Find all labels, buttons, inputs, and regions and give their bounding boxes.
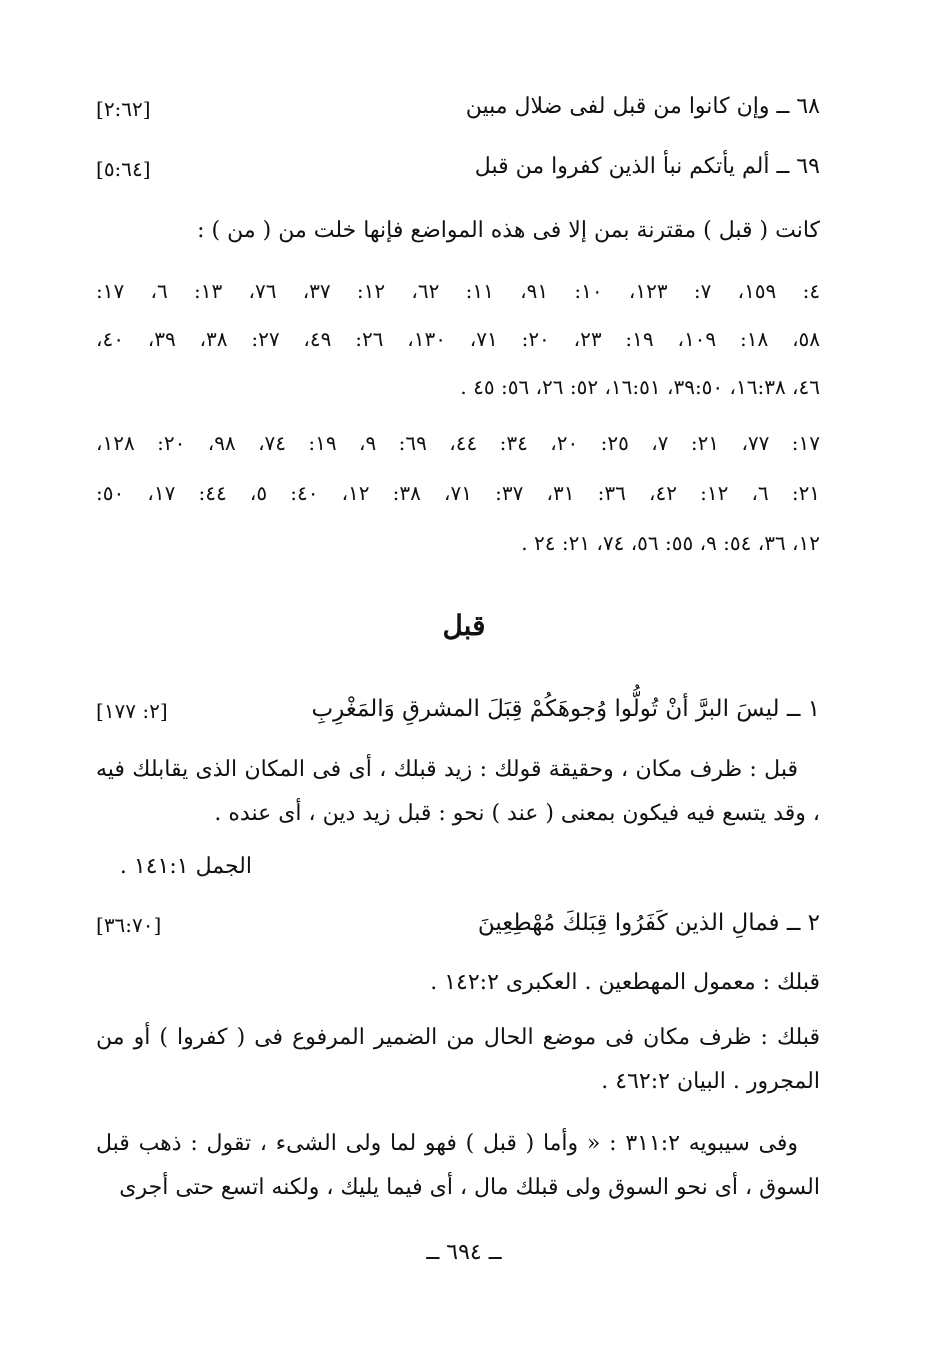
section-heading: قبل (442, 609, 486, 642)
numbers-line: ٥٨، ١٨: ١٠٩، ١٩: ٢٣، ٢٠: ٧١، ١٣٠، ٢٦: ٤٩، ٢٧: ٣٨، ٣٩، ٤٠، (96, 327, 821, 351)
entry-68-reference: [٢:٦٢] (96, 97, 151, 121)
entry-1-commentary: قبل : ظرف مكان ، وحقيقة قولك : زيد قبلك ، أى فى المكان الذى يقابلك فيه ، وقد يتسع فيه فيكون بمعنى ( عند ) نحو : قبل زيد دين ، أى عنده . (96, 757, 820, 826)
numbers-line: ٢١: ٦، ١٢: ٤٢، ٣٦: ٣١، ٣٧: ٧١، ٣٨: ١٢، ٤٠: ٥، ٤٤: ١٧، ٥٠: (96, 481, 821, 505)
final-paragraph: وفى سيبويه ٣١١:٢ : « وأما ( قبل ) فهو لما ولى الشىء ، تقول : ذهب قبل السوق ، أى نحو السوق ولى قبلك مال ، أى فيما يليك ، ولكنه اتسع حتى أجرى (96, 1131, 820, 1200)
entry-69-text: ٦٩ ــ ألم يأتكم نبأ الذين كفروا من قبل (474, 154, 820, 179)
entry-69-reference: [٥:٦٤] (96, 157, 151, 181)
entry-1-reference: [٢: ١٧٧] (96, 699, 168, 723)
entry-2-note-2: قبلك : ظرف مكان فى موضع الحال من الضمير المرفوع فى ( كفروا ) أو من المجرور . البيان ٤٦٢:٢ . (96, 1025, 820, 1094)
entry-1-source: الجمل ١٤١:١ . (119, 854, 252, 879)
numbers-line: ٤: ١٥٩، ٧: ١٢٣، ١٠: ٩١، ١١: ٦٢، ١٢: ٣٧، ٧٦، ١٣: ٦، ١٧: (96, 279, 821, 303)
entry-68-text: ٦٨ ــ وإن كانوا من قبل لفى ضلال مبين (465, 94, 820, 119)
numbers-line: ١٧: ٧٧، ٢١: ٧، ٢٥: ٢٠، ٣٤: ٤٤، ٦٩: ٩، ١٩: ٧٤، ٩٨، ٢٠: ١٢٨، (96, 431, 821, 455)
intro-line: كانت ( قبل ) مقترنة بمن إلا فى هذه المواضع فإنها خلت من ( من ) : (197, 218, 820, 243)
entry-2-note-1: قبلك : معمول المهطعين . العكبرى ١٤٢:٢ . (430, 970, 820, 995)
numbers-line: ١٢، ٣٦، ٥٤: ٩، ٥٥: ٥٦، ٧٤، ٢١: ٢٤ . (521, 531, 820, 555)
page-number: ــ ٦٩٤ ــ (426, 1240, 502, 1265)
entry-2-reference: [٣٦:٧٠] (96, 913, 162, 937)
entry-1-verse: ١ ــ ليسَ البرَّ أنْ تُولُّوا وُجوهَكُمْ قِبَلَ المشرقِ وَالمَغْرِبِ (311, 696, 820, 722)
entry-2-verse: ٢ ــ فمالِ الذين كَفَرُوا قِبَلكَ مُهْطِعِينَ (477, 910, 820, 936)
numbers-line: ٤٦، ١٦:٣٨، ٣٩:٥٠، ١٦:٥١، ٥٢: ٢٦، ٥٦: ٤٥ . (460, 375, 820, 399)
